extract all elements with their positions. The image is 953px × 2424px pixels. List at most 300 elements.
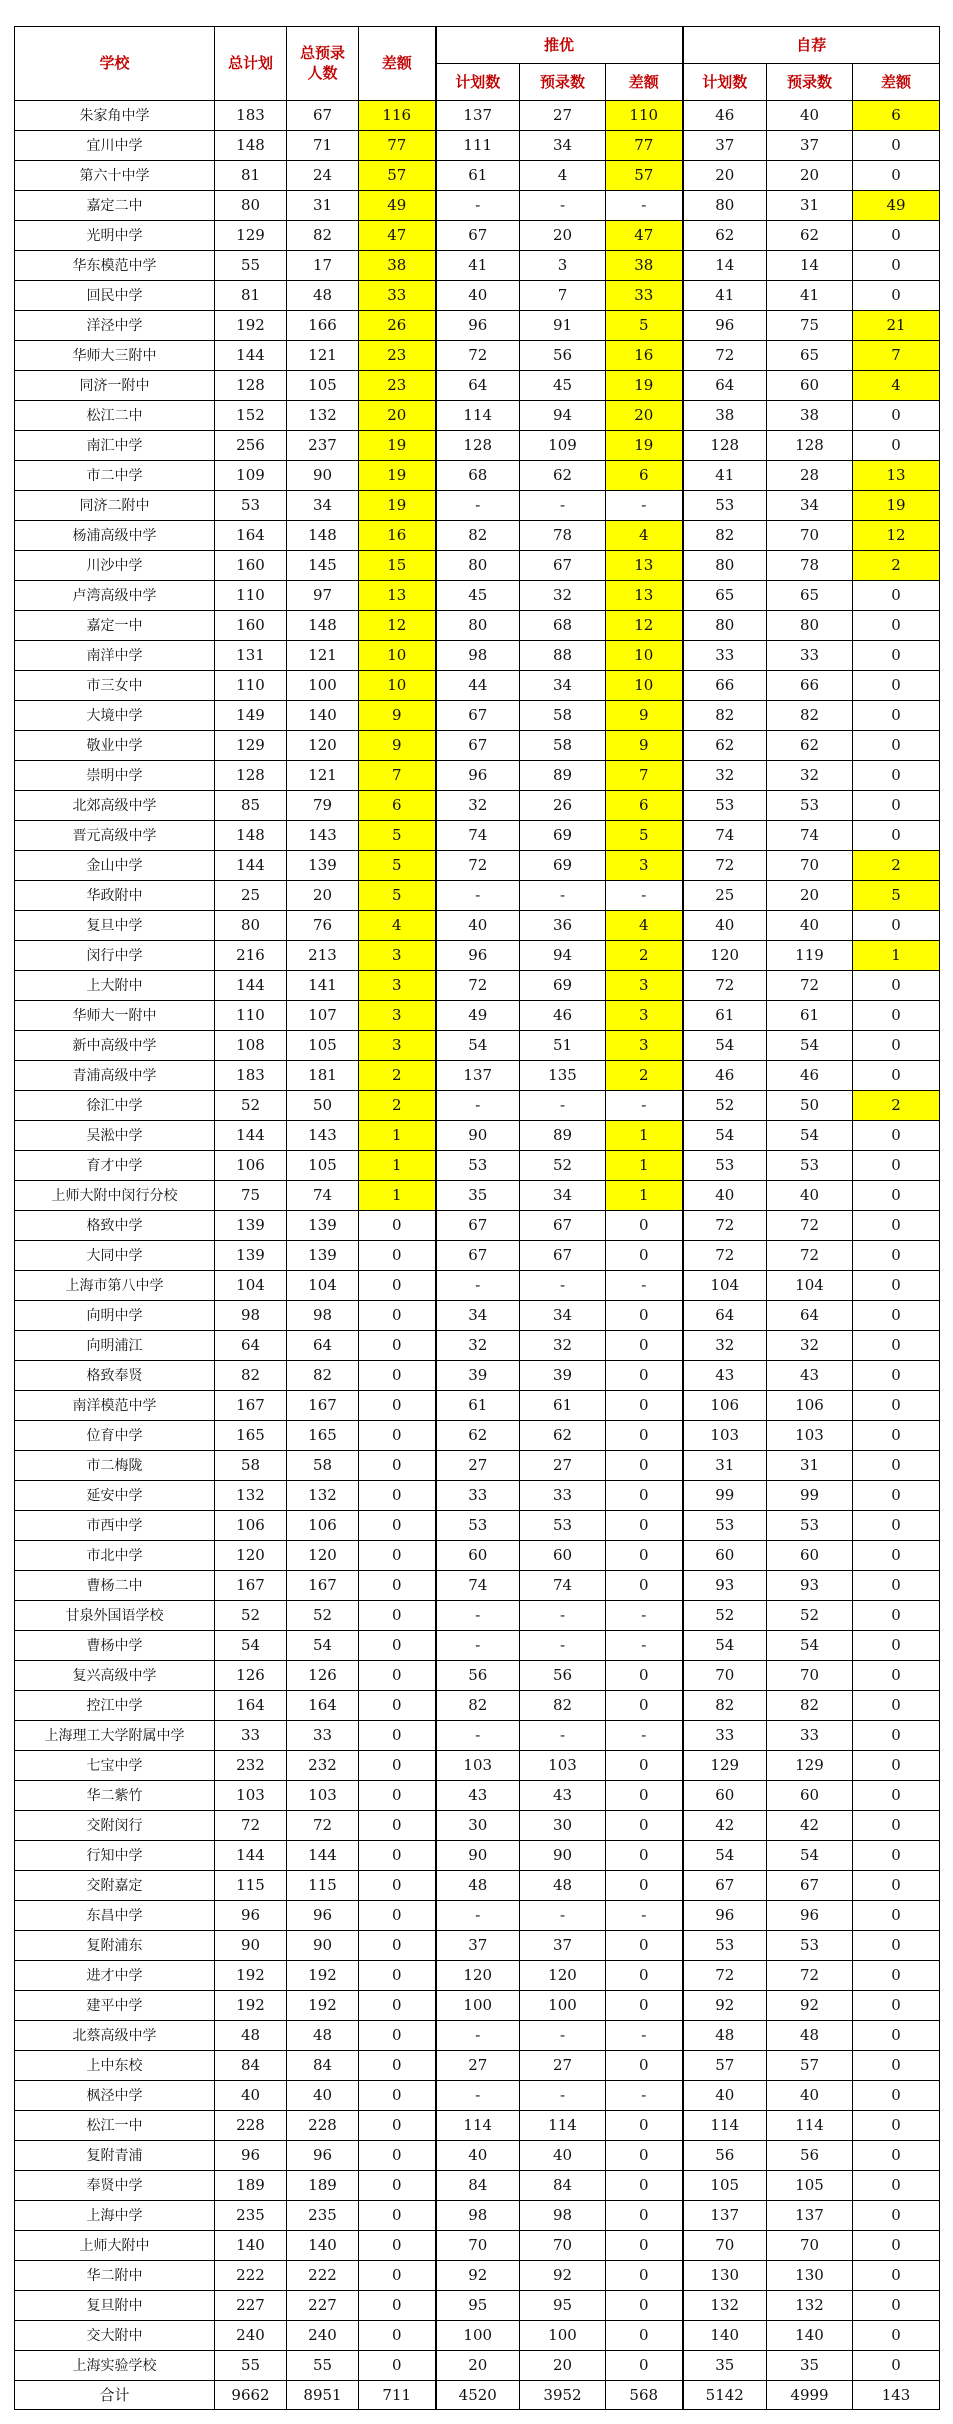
tuiyou-pre-cell: - [520,2021,606,2051]
tuiyou-plan-cell: 61 [436,161,520,191]
total-pre-cell: 139 [287,1211,359,1241]
zijian-diff-cell: 0 [853,2171,940,2201]
zijian-pre-cell: 40 [767,1181,853,1211]
diff-cell: 20 [359,401,436,431]
tuiyou-diff-cell: - [606,1631,683,1661]
school-name-cell: 上海实验学校 [15,2351,215,2381]
school-name-cell: 南洋模范中学 [15,1391,215,1421]
table-row [15,281,940,311]
tuiyou-plan-cell: 32 [436,1331,520,1361]
tuiyou-pre-cell: 36 [520,911,606,941]
tuiyou-pre-cell: - [520,881,606,911]
diff-cell: 19 [359,431,436,461]
school-name-cell: 上海市第八中学 [15,1271,215,1301]
zijian-pre-cell: 28 [767,461,853,491]
school-name-cell: 位育中学 [15,1421,215,1451]
zijian-plan-cell: 120 [683,941,767,971]
tuiyou-pre-cell: 69 [520,971,606,1001]
total-plan-cell: 106 [215,1151,287,1181]
tuiyou-pre-cell: 34 [520,131,606,161]
diff-cell: 5 [359,821,436,851]
zijian-pre-cell: 92 [767,1991,853,2021]
tuiyou-diff-cell: 6 [606,461,683,491]
table-row [15,1811,940,1841]
zijian-pre-cell: 61 [767,1001,853,1031]
total-plan-cell: 58 [215,1451,287,1481]
total-pre-cell: 97 [287,581,359,611]
zijian-plan-cell: 53 [683,1511,767,1541]
tuiyou-plan-cell: 68 [436,461,520,491]
tuiyou-pre-cell: - [520,491,606,521]
tuiyou-diff-cell: 0 [606,2321,683,2351]
total-pre-cell: 72 [287,1811,359,1841]
total-plan-cell: 232 [215,1751,287,1781]
zijian-plan-cell: 70 [683,1661,767,1691]
tuiyou-diff-cell: 0 [606,1871,683,1901]
total-plan-cell: 183 [215,1061,287,1091]
tuiyou-pre-cell: 56 [520,341,606,371]
tuiyou-plan-cell: - [436,1631,520,1661]
tuiyou-diff-cell: 0 [606,1781,683,1811]
total-plan-cell: 192 [215,1961,287,1991]
diff-cell: 3 [359,971,436,1001]
tuiyou-plan-cell: 40 [436,2141,520,2171]
school-name-cell: 川沙中学 [15,551,215,581]
zijian-plan-cell: 60 [683,1781,767,1811]
tuiyou-diff-cell: 2 [606,1061,683,1091]
diff-cell: 0 [359,2021,436,2051]
tuiyou-plan-cell: 120 [436,1961,520,1991]
table-row [15,1331,940,1361]
school-name-cell: 宜川中学 [15,131,215,161]
tuiyou-pre-cell: 82 [520,1691,606,1721]
zijian-pre-cell: 40 [767,101,853,131]
tuiyou-pre-cell: 95 [520,2291,606,2321]
table-row [15,101,940,131]
tuiyou-diff-cell: 9 [606,701,683,731]
table-row [15,311,940,341]
zijian-plan-cell: 53 [683,791,767,821]
school-name-cell: 杨浦高级中学 [15,521,215,551]
table-row [15,851,940,881]
tuiyou-pre-cell: 69 [520,851,606,881]
tuiyou-plan-cell: - [436,191,520,221]
zijian-pre-cell: 57 [767,2051,853,2081]
diff-cell: 23 [359,371,436,401]
school-name-cell: 大境中学 [15,701,215,731]
zijian-pre-cell: 99 [767,1481,853,1511]
total-plan-cell: 131 [215,641,287,671]
tuiyou-plan-cell: 100 [436,2321,520,2351]
tuiyou-pre-cell: 103 [520,1751,606,1781]
tuiyou-plan-cell: 27 [436,1451,520,1481]
table-row [15,1541,940,1571]
tuiyou-plan-cell: 96 [436,311,520,341]
zijian-diff-cell: 0 [853,2051,940,2081]
diff-cell: 7 [359,761,436,791]
zijian-diff-cell: 0 [853,2231,940,2261]
zijian-pre-cell: 140 [767,2321,853,2351]
tuiyou-pre-cell: 53 [520,1511,606,1541]
table-row [15,1361,940,1391]
total-plan-cell: 227 [215,2291,287,2321]
tuiyou-plan-cell: 128 [436,431,520,461]
school-name-cell: 崇明中学 [15,761,215,791]
tuiyou-diff-cell: 33 [606,281,683,311]
tuiyou-plan-cell: 114 [436,401,520,431]
zijian-diff-cell: 0 [853,2351,940,2381]
zijian-plan-cell: 65 [683,581,767,611]
total-plan-cell: 152 [215,401,287,431]
zijian-diff-cell: 0 [853,1631,940,1661]
tuiyou-diff-cell: 6 [606,791,683,821]
total-pre-cell: 107 [287,1001,359,1031]
school-name-cell: 甘泉外国语学校 [15,1601,215,1631]
header-total-plan: 总计划 [215,27,287,101]
tuiyou-plan-cell: 64 [436,371,520,401]
total-pre-cell: 189 [287,2171,359,2201]
total-pre-cell: 84 [287,2051,359,2081]
table-row [15,341,940,371]
zijian-plan-cell: 54 [683,1121,767,1151]
tuiyou-plan-cell: 114 [436,2111,520,2141]
zijian-pre-cell: 66 [767,671,853,701]
zijian-diff-cell: 2 [853,851,940,881]
tuiyou-diff-cell: - [606,881,683,911]
tuiyou-pre-cell: - [520,1901,606,1931]
zijian-pre-cell: 67 [767,1871,853,1901]
tuiyou-plan-cell: 84 [436,2171,520,2201]
tuiyou-plan-cell: - [436,2081,520,2111]
total-pre-cell: 143 [287,821,359,851]
tuiyou-diff-cell: 0 [606,2111,683,2141]
zijian-diff-cell: 0 [853,1991,940,2021]
school-name-cell: 格致奉贤 [15,1361,215,1391]
total-pre-cell: 140 [287,701,359,731]
total-pre-cell: 132 [287,401,359,431]
school-name-cell: 复附青浦 [15,2141,215,2171]
school-name-cell: 格致中学 [15,1211,215,1241]
table-row [15,1091,940,1121]
tuiyou-pre-cell: 74 [520,1571,606,1601]
tuiyou-pre-cell: 68 [520,611,606,641]
diff-cell: 0 [359,1811,436,1841]
tuiyou-diff-cell: 0 [606,1391,683,1421]
tuiyou-plan-cell: 44 [436,671,520,701]
table-row [15,251,940,281]
table-row [15,1121,940,1151]
total-pre-cell: 105 [287,1031,359,1061]
zijian-pre-cell: 54 [767,1031,853,1061]
zijian-pre-cell: 53 [767,1931,853,1961]
table-row [15,1181,940,1211]
school-name-cell: 复旦附中 [15,2291,215,2321]
school-name-cell: 上师大附中闵行分校 [15,1181,215,1211]
diff-cell: 4 [359,911,436,941]
total-pre-cell: 79 [287,791,359,821]
zijian-diff-cell: 49 [853,191,940,221]
total-pre-cell: 120 [287,731,359,761]
total-pre-cell: 71 [287,131,359,161]
zijian-plan-cell: 66 [683,671,767,701]
tuiyou-plan-cell: 96 [436,941,520,971]
diff-cell: 0 [359,2051,436,2081]
diff-cell: 3 [359,1001,436,1031]
zijian-diff-cell: 0 [853,2141,940,2171]
total-tuiyou-pre-cell: 3952 [520,2381,606,2410]
zijian-plan-cell: 52 [683,1601,767,1631]
zijian-plan-cell: 72 [683,1241,767,1271]
tuiyou-plan-cell: - [436,1091,520,1121]
diff-cell: 0 [359,2171,436,2201]
diff-cell: 49 [359,191,436,221]
diff-cell: 0 [359,1481,436,1511]
tuiyou-diff-cell: 5 [606,821,683,851]
total-total-pre-cell: 8951 [287,2381,359,2410]
tuiyou-diff-cell: 0 [606,1361,683,1391]
zijian-pre-cell: 65 [767,581,853,611]
table-row [15,2321,940,2351]
zijian-diff-cell: 0 [853,281,940,311]
tuiyou-diff-cell: 57 [606,161,683,191]
school-name-cell: 市二中学 [15,461,215,491]
zijian-diff-cell: 6 [853,101,940,131]
school-name-cell: 徐汇中学 [15,1091,215,1121]
diff-cell: 9 [359,701,436,731]
total-plan-cell: 240 [215,2321,287,2351]
tuiyou-pre-cell: 34 [520,671,606,701]
total-pre-cell: 115 [287,1871,359,1901]
total-plan-cell: 84 [215,2051,287,2081]
total-pre-cell: 167 [287,1571,359,1601]
total-plan-cell: 148 [215,131,287,161]
zijian-plan-cell: 96 [683,1901,767,1931]
zijian-pre-cell: 62 [767,221,853,251]
zijian-pre-cell: 53 [767,791,853,821]
zijian-plan-cell: 82 [683,701,767,731]
total-pre-cell: 240 [287,2321,359,2351]
zijian-diff-cell: 0 [853,1811,940,1841]
tuiyou-diff-cell: 0 [606,1541,683,1571]
zijian-pre-cell: 53 [767,1511,853,1541]
diff-cell: 77 [359,131,436,161]
diff-cell: 0 [359,2321,436,2351]
school-name-cell: 市北中学 [15,1541,215,1571]
tuiyou-diff-cell: 0 [606,1811,683,1841]
table-row [15,1301,940,1331]
diff-cell: 6 [359,791,436,821]
tuiyou-pre-cell: 34 [520,1181,606,1211]
tuiyou-pre-cell: 135 [520,1061,606,1091]
total-pre-cell: 132 [287,1481,359,1511]
table-row [15,1601,940,1631]
zijian-pre-cell: 65 [767,341,853,371]
table-row [15,2051,940,2081]
zijian-pre-cell: 31 [767,191,853,221]
zijian-plan-cell: 48 [683,2021,767,2051]
tuiyou-plan-cell: - [436,1271,520,1301]
tuiyou-diff-cell: 20 [606,401,683,431]
diff-cell: 0 [359,1751,436,1781]
table-row [15,521,940,551]
diff-cell: 16 [359,521,436,551]
tuiyou-plan-cell: 137 [436,1061,520,1091]
diff-cell: 5 [359,881,436,911]
tuiyou-diff-cell: 1 [606,1181,683,1211]
tuiyou-plan-cell: 56 [436,1661,520,1691]
total-pre-cell: 235 [287,2201,359,2231]
tuiyou-diff-cell: 0 [606,1751,683,1781]
zijian-diff-cell: 0 [853,1151,940,1181]
table-row [15,1001,940,1031]
diff-cell: 2 [359,1091,436,1121]
tuiyou-plan-cell: 37 [436,1931,520,1961]
diff-cell: 33 [359,281,436,311]
total-plan-cell: 75 [215,1181,287,1211]
tuiyou-diff-cell: 3 [606,971,683,1001]
total-pre-cell: 165 [287,1421,359,1451]
diff-cell: 0 [359,1631,436,1661]
table-row [15,611,940,641]
table-row [15,941,940,971]
zijian-plan-cell: 72 [683,341,767,371]
zijian-diff-cell: 0 [853,761,940,791]
tuiyou-plan-cell: 72 [436,971,520,1001]
tuiyou-diff-cell: 0 [606,1661,683,1691]
zijian-plan-cell: 33 [683,641,767,671]
total-tuiyou-plan-cell: 4520 [436,2381,520,2410]
total-plan-cell: 160 [215,611,287,641]
zijian-pre-cell: 75 [767,311,853,341]
zijian-pre-cell: 48 [767,2021,853,2051]
zijian-pre-cell: 41 [767,281,853,311]
total-plan-cell: 108 [215,1031,287,1061]
zijian-pre-cell: 54 [767,1631,853,1661]
diff-cell: 10 [359,641,436,671]
tuiyou-plan-cell: 60 [436,1541,520,1571]
total-row [15,2381,940,2410]
zijian-diff-cell: 7 [853,341,940,371]
tuiyou-pre-cell: 67 [520,1211,606,1241]
diff-cell: 23 [359,341,436,371]
header-tuiyou: 推优 [436,27,683,64]
zijian-pre-cell: 60 [767,1541,853,1571]
tuiyou-diff-cell: 7 [606,761,683,791]
tuiyou-pre-cell: - [520,1271,606,1301]
total-plan-cell: 103 [215,1781,287,1811]
total-plan-cell: 139 [215,1211,287,1241]
tuiyou-diff-cell: 0 [606,2261,683,2291]
zijian-plan-cell: 128 [683,431,767,461]
zijian-pre-cell: 42 [767,1811,853,1841]
total-pre-cell: 121 [287,641,359,671]
school-name-cell: 市二梅陇 [15,1451,215,1481]
header-zijian-diff: 差额 [853,64,940,101]
tuiyou-diff-cell: 2 [606,941,683,971]
table-row [15,881,940,911]
zijian-plan-cell: 46 [683,1061,767,1091]
zijian-diff-cell: 0 [853,1601,940,1631]
total-plan-cell: 167 [215,1571,287,1601]
table-row [15,1511,940,1541]
diff-cell: 0 [359,1871,436,1901]
zijian-plan-cell: 42 [683,1811,767,1841]
school-name-cell: 交附嘉定 [15,1871,215,1901]
tuiyou-plan-cell: 70 [436,2231,520,2261]
total-pre-cell: 76 [287,911,359,941]
zijian-plan-cell: 52 [683,1091,767,1121]
zijian-plan-cell: 37 [683,131,767,161]
zijian-diff-cell: 0 [853,731,940,761]
tuiyou-diff-cell: 0 [606,1301,683,1331]
total-pre-cell: 96 [287,2141,359,2171]
table-row [15,1871,940,1901]
school-name-cell: 枫泾中学 [15,2081,215,2111]
zijian-diff-cell: 0 [853,1421,940,1451]
tuiyou-pre-cell: - [520,1091,606,1121]
zijian-pre-cell: 74 [767,821,853,851]
tuiyou-pre-cell: 20 [520,221,606,251]
tuiyou-pre-cell: 109 [520,431,606,461]
header-tuiyou-diff: 差额 [606,64,683,101]
tuiyou-diff-cell: 10 [606,671,683,701]
table-row [15,2021,940,2051]
tuiyou-pre-cell: - [520,191,606,221]
school-name-cell: 交附闵行 [15,1811,215,1841]
zijian-plan-cell: 38 [683,401,767,431]
table-row [15,161,940,191]
table-row [15,1241,940,1271]
tuiyou-plan-cell: 67 [436,701,520,731]
total-pre-cell: 24 [287,161,359,191]
tuiyou-plan-cell: 67 [436,1241,520,1271]
zijian-diff-cell: 1 [853,941,940,971]
diff-cell: 0 [359,1841,436,1871]
zijian-plan-cell: 80 [683,551,767,581]
tuiyou-diff-cell: 10 [606,641,683,671]
tuiyou-pre-cell: 39 [520,1361,606,1391]
zijian-pre-cell: 53 [767,1151,853,1181]
total-pre-cell: 213 [287,941,359,971]
tuiyou-pre-cell: 62 [520,1421,606,1451]
diff-cell: 0 [359,1991,436,2021]
tuiyou-pre-cell: 94 [520,401,606,431]
zijian-plan-cell: 60 [683,1541,767,1571]
zijian-diff-cell: 0 [853,1841,940,1871]
zijian-diff-cell: 0 [853,2291,940,2321]
total-plan-cell: 72 [215,1811,287,1841]
school-name-cell: 同济一附中 [15,371,215,401]
tuiyou-plan-cell: 82 [436,521,520,551]
diff-cell: 19 [359,491,436,521]
tuiyou-plan-cell: 43 [436,1781,520,1811]
school-name-cell: 延安中学 [15,1481,215,1511]
school-name-cell: 朱家角中学 [15,101,215,131]
total-pre-cell: 192 [287,1961,359,1991]
zijian-pre-cell: 40 [767,2081,853,2111]
zijian-pre-cell: 54 [767,1841,853,1871]
table-row [15,731,940,761]
table-row [15,2291,940,2321]
tuiyou-plan-cell: 103 [436,1751,520,1781]
total-pre-cell: 17 [287,251,359,281]
total-plan-cell: 192 [215,311,287,341]
tuiyou-plan-cell: - [436,1721,520,1751]
zijian-diff-cell: 2 [853,551,940,581]
zijian-plan-cell: 53 [683,1151,767,1181]
zijian-plan-cell: 72 [683,851,767,881]
zijian-plan-cell: 20 [683,161,767,191]
